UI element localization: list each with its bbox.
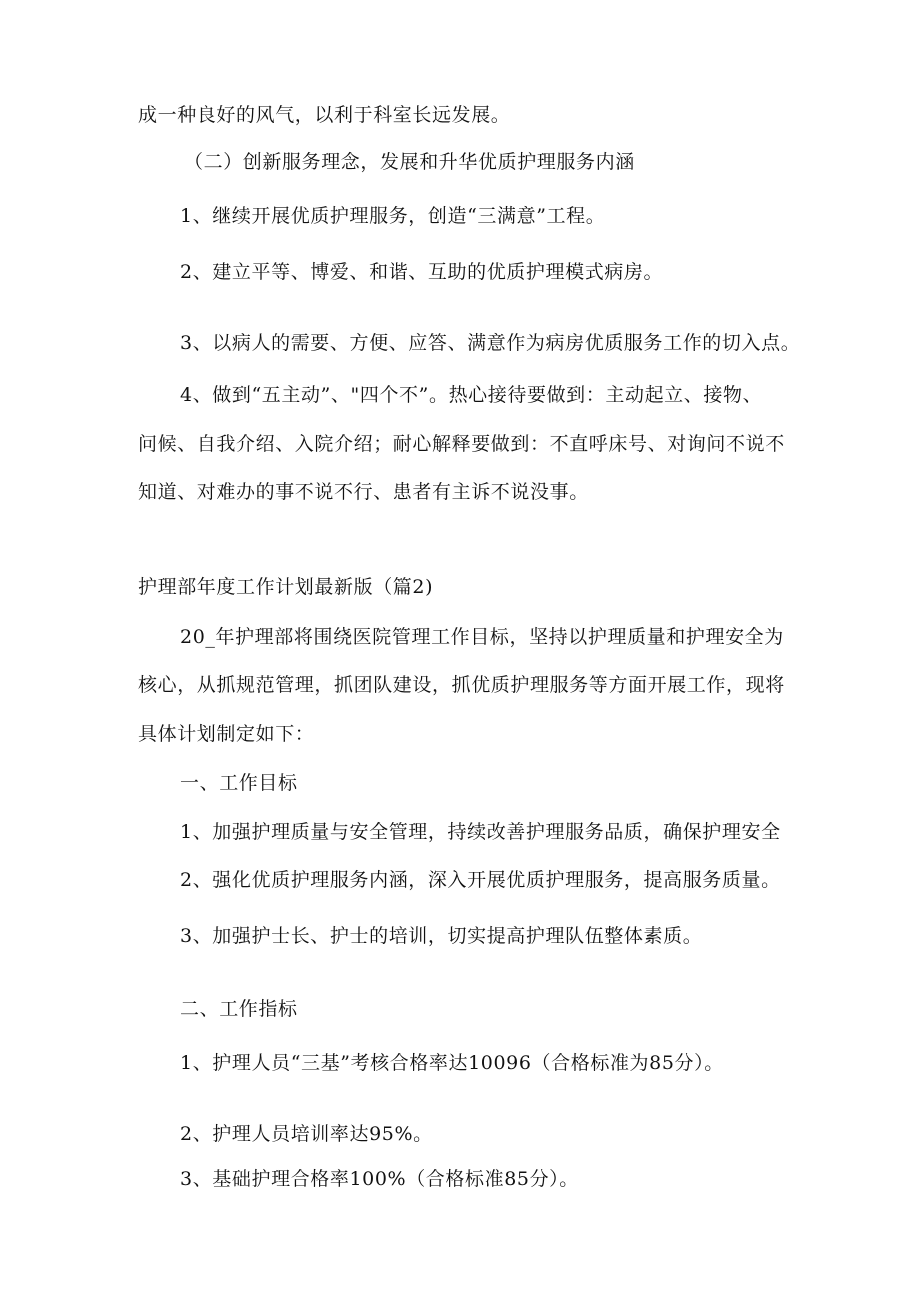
goal-item-1: 1、加强护理质量与安全管理，持续改善护理服务品质，确保护理安全 (180, 821, 781, 843)
intro-line-2: 核心，从抓规范管理，抓团队建设，抓优质护理服务等方面开展工作，现将 (138, 674, 785, 696)
goal-item-3: 3、加强护士长、护士的培训，切实提高护理队伍整体素质。 (180, 925, 703, 947)
list-item-4-line-2: 问候、自我介绍、入院介绍；耐心解释要做到：不直呼床号、对询问不说不 (138, 433, 785, 455)
list-item-1: 1、继续开展优质护理服务，创造“三满意”工程。 (180, 205, 606, 227)
intro-line-1: 20_年护理部将围绕医院管理工作目标，坚持以护理质量和护理安全为 (180, 626, 784, 648)
paragraph-continuation: 成一种良好的风气，以利于科室长远发展。 (138, 104, 511, 126)
intro-line-3: 具体计划制定如下： (138, 723, 315, 745)
indicator-item-3: 3、基础护理合格率100%（合格标准85分）。 (180, 1168, 579, 1190)
section-heading-indicators: 二、工作指标 (180, 998, 298, 1020)
goal-item-2: 2、强化优质护理服务内涵，深入开展优质护理服务，提高服务质量。 (180, 869, 781, 891)
list-item-4-line-3: 知道、对难办的事不说不行、患者有主诉不说没事。 (138, 481, 589, 503)
indicator-item-2: 2、护理人员培训率达95%。 (180, 1123, 433, 1145)
list-item-2: 2、建立平等、博爱、和谐、互助的优质护理模式病房。 (180, 261, 664, 283)
list-item-3: 3、以病人的需要、方便、应答、满意作为病房优质服务工作的切入点。 (180, 332, 801, 354)
section-heading-innovation: （二）创新服务理念，发展和升华优质护理服务内涵 (184, 151, 635, 173)
article-title: 护理部年度工作计划最新版（篇2) (138, 576, 434, 598)
section-heading-goals: 一、工作目标 (180, 772, 298, 794)
list-item-4-line-1: 4、做到“五主动”、"四个不”。热心接待要做到：主动起立、接物、 (180, 384, 763, 406)
indicator-item-1: 1、护理人员“三基”考核合格率达10096（合格标准为85分）。 (180, 1052, 724, 1074)
